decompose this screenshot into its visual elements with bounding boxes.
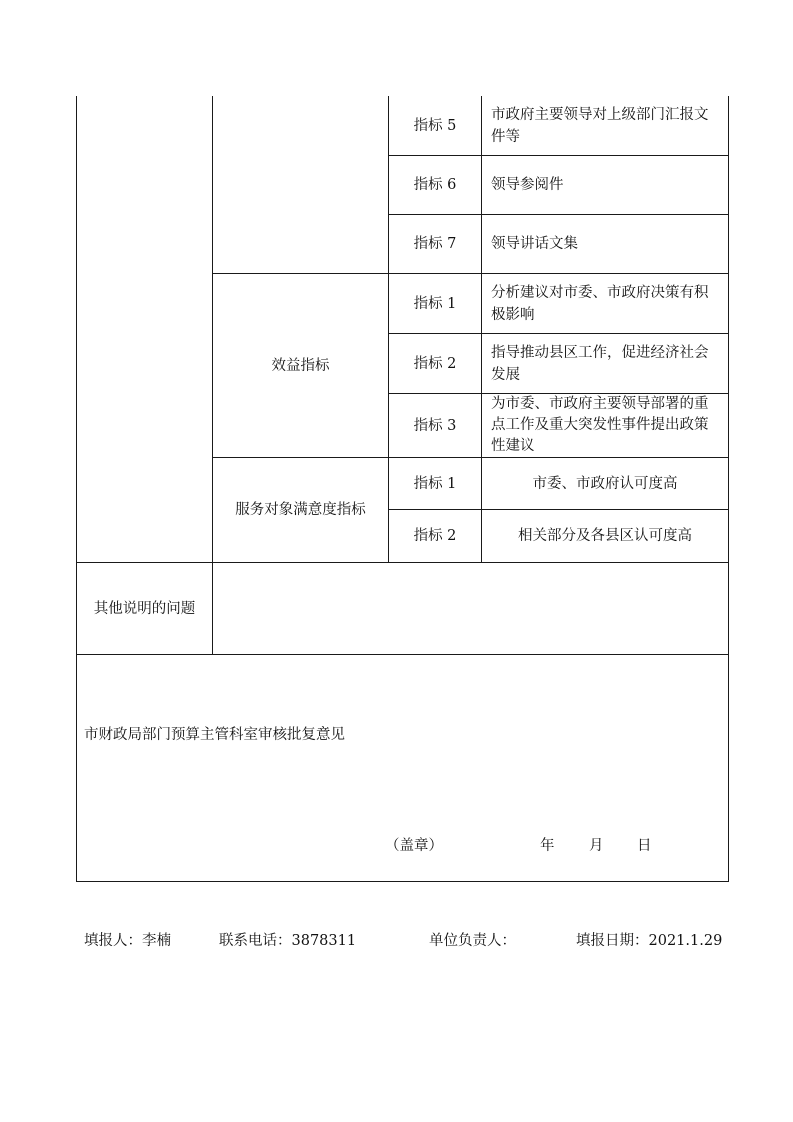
indicator-label: 指标 6 <box>413 177 457 193</box>
benefit-indicator-category: 效益指标 <box>271 357 330 374</box>
indicator-label: 指标 5 <box>413 117 457 134</box>
satisfaction-indicator-category: 服务对象满意度指标 <box>235 502 366 518</box>
table-bottom-border <box>76 881 729 882</box>
indicator-label: 指标 7 <box>413 236 457 252</box>
indicator-description: 领导讲话文集 <box>491 236 578 252</box>
month-label: 月 <box>589 838 604 854</box>
indicator-description: 市政府主要领导对上级部门汇报文件等 <box>491 106 709 145</box>
indicator-label: 指标 1 <box>413 475 457 492</box>
day-label: 日 <box>637 838 652 854</box>
indicator-label: 指标 2 <box>413 355 457 372</box>
year-label: 年 <box>540 838 555 854</box>
table-right-border <box>728 96 729 882</box>
row-divider <box>76 654 729 655</box>
other-issues-label: 其他说明的问题 <box>93 600 196 617</box>
indicator-label: 指标 3 <box>413 417 457 434</box>
fill-date: 填报日期：2021.1.29 <box>576 933 723 949</box>
indicator-description: 领导参阅件 <box>491 177 564 193</box>
indicator-label: 指标 2 <box>413 528 457 544</box>
indicator-description: 市委、市政府认可度高 <box>532 475 678 492</box>
indicator-description: 为市委、市政府主要领导部署的重点工作及重大突发性事件提出政策性建议 <box>491 396 709 454</box>
unit-head: 单位负责人： <box>429 933 516 949</box>
table-left-border <box>76 96 77 882</box>
filler-name: 填报人：李楠 <box>84 933 171 949</box>
indicator-description: 指导推动县区工作，促进经济社会发展 <box>491 344 709 383</box>
approval-opinion-label: 市财政局部门预算主管科室审核批复意见 <box>84 727 345 743</box>
contact-phone: 联系电话：3878311 <box>219 933 357 949</box>
indicator-description: 分析建议对市委、市政府决策有积极影响 <box>491 284 709 323</box>
indicator-description: 相关部分及各县区认可度高 <box>518 528 692 544</box>
indicator-label: 指标 1 <box>413 295 457 312</box>
other-issues-value <box>213 563 728 654</box>
seal-label: （盖章） <box>385 838 443 854</box>
